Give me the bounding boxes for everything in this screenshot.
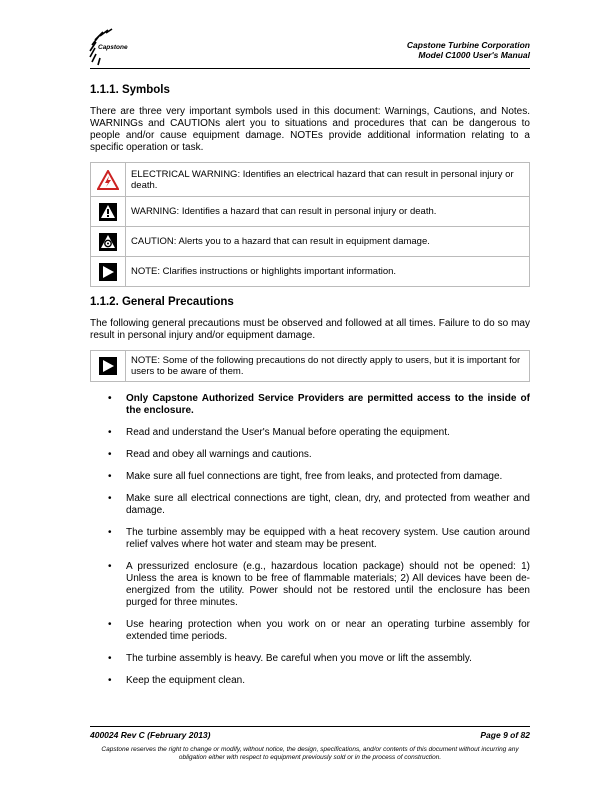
precautions-note-table xyxy=(90,350,530,382)
footer-divider xyxy=(90,726,530,727)
list-item: • Keep the equipment clean. xyxy=(106,675,530,687)
precautions-list xyxy=(106,393,530,697)
symbol-row-warning xyxy=(91,197,530,227)
page-number: Page 9 of 82 xyxy=(480,730,530,740)
document-id: 400024 Rev C (February 2013) xyxy=(90,730,211,740)
list-item: • Use hearing protection when you work on or near an operating turbine assembly for extended time periods. xyxy=(106,619,530,643)
list-item: • The turbine assembly is heavy. Be careful when you move or lift the assembly. xyxy=(106,653,530,665)
footer-disclaimer: Capstone reserves the right to change or modify, without notice, the design, specifications, and/or contents of this document without incurring any obligation either with respect to equipment previously sold or in the process of construction. xyxy=(101,746,519,761)
symbol-row-electrical-warning xyxy=(91,163,530,197)
precautions-note-text: NOTE: Some of the following precautions do not directly apply to users, but it is important for users to be aware of them. xyxy=(126,351,530,382)
caution-text: CAUTION: Alerts you to a hazard that can result in equipment damage. xyxy=(126,227,530,257)
company-name: Capstone Turbine Corporation xyxy=(406,40,530,50)
symbol-row-caution xyxy=(91,227,530,257)
electrical-warning-icon xyxy=(97,170,119,190)
logo-text: Capstone xyxy=(98,44,128,51)
precautions-note-icon-cell xyxy=(91,351,126,382)
list-item: • A pressurized enclosure (e.g., hazardous location package) should not be opened: 1) Unless the area is known to be free of flammable materials; 2) All devices have been de-energized from the utility. Power should not be restored until the enclosure has been purged for three minutes. xyxy=(106,561,530,609)
precautions-note-row xyxy=(91,351,530,382)
precautions-heading: 1.1.2. General Precautions xyxy=(90,296,234,308)
document-header xyxy=(407,40,530,60)
list-item: • The turbine assembly may be equipped with a heat recovery system. Use caution around relief valves where hot water and steam may be present. xyxy=(106,527,530,551)
symbols-table xyxy=(90,162,530,287)
header-divider xyxy=(90,68,530,69)
precautions-intro: The following general precautions must be observed and followed at all times. Failure to do so may result in personal injury and/or equipment damage. xyxy=(90,318,530,341)
list-item: • Make sure all fuel connections are tight, free from leaks, and protected from damage. xyxy=(106,471,530,483)
list-item: • Read and understand the User's Manual before operating the equipment. xyxy=(106,427,530,439)
symbols-intro: There are three very important symbols used in this document: Warnings, Cautions, and Notes. WARNINGs and CAUTIONs alert you to situations and procedures that can be dangerous to people and/or cause equipment damage. NOTEs provide additional information relating to a specific operation or task. xyxy=(90,106,530,153)
electrical-warning-text: ELECTRICAL WARNING: Identifies an electrical hazard that can result in personal injury or death. xyxy=(126,163,530,197)
note-icon xyxy=(98,356,118,376)
manual-title: Model C1000 User's Manual xyxy=(418,50,530,60)
list-item: • Read and obey all warnings and cautions. xyxy=(106,449,530,461)
symbol-row-note xyxy=(91,257,530,287)
electrical-warning-cell xyxy=(91,163,126,197)
warning-cell xyxy=(91,197,126,227)
caution-cell xyxy=(91,227,126,257)
list-item: • Only Capstone Authorized Service Providers are permitted access to the inside of the enclosure. xyxy=(106,393,530,417)
note-cell xyxy=(91,257,126,287)
warning-text: WARNING: Identifies a hazard that can result in personal injury or death. xyxy=(126,197,530,227)
list-item: • Make sure all electrical connections are tight, clean, dry, and protected from weather and damage. xyxy=(106,493,530,517)
note-icon xyxy=(98,262,118,282)
symbols-heading: 1.1.1. Symbols xyxy=(90,84,170,96)
warning-icon xyxy=(98,202,118,222)
note-text: NOTE: Clarifies instructions or highlights important information. xyxy=(126,257,530,287)
caution-icon xyxy=(98,232,118,252)
